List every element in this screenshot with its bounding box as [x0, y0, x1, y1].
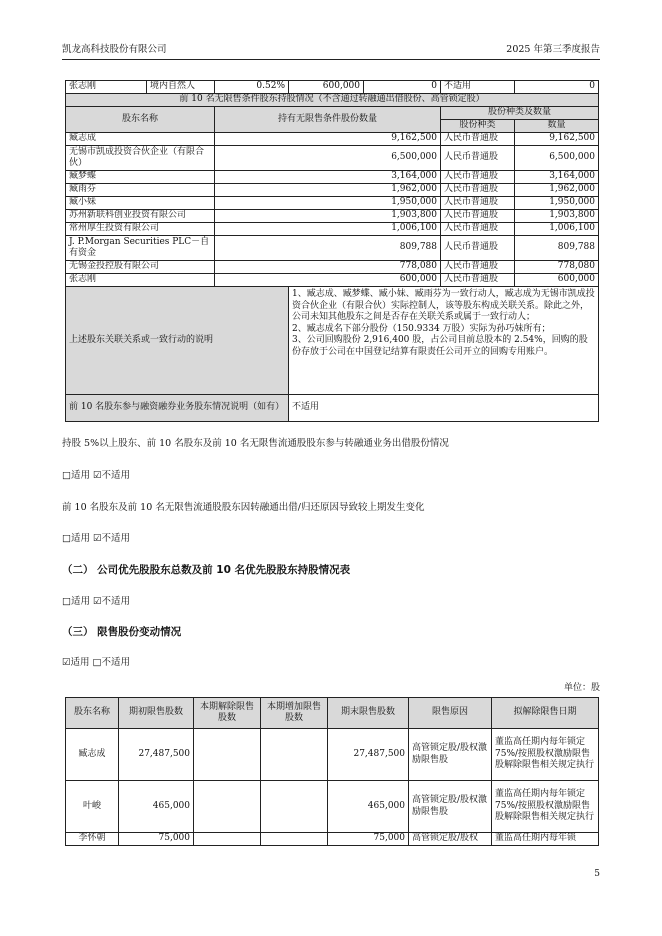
table-cell: 高管锁定股/股权激励限售股	[409, 729, 492, 781]
company-name: 凯龙高科技股份有限公司	[62, 44, 167, 55]
table-cell: 1,903,800	[515, 210, 599, 223]
table-cell: 1,950,000	[515, 197, 599, 210]
table-cell: 董监高任期内每年锁定 75%/按照股权激励限售股解除限售相关规定执行	[492, 729, 599, 781]
table-cell: 1,006,100	[515, 223, 599, 236]
table-cell: 苏州新联科创业投资有限公司	[66, 210, 215, 223]
page-header	[62, 44, 600, 60]
table-cell: 1,006,100	[215, 223, 441, 236]
table-cell: 75,000	[328, 833, 409, 846]
page-number: 5	[594, 869, 600, 879]
table-cell: 809,788	[215, 236, 441, 261]
table-cell: 1,962,000	[215, 184, 441, 197]
table-row	[66, 210, 599, 223]
table-row	[66, 223, 599, 236]
restricted-shares-table	[65, 697, 599, 846]
table-cell: 465,000	[328, 781, 409, 833]
paragraph-lending-change: 前 10 名股东及前 10 名无限售流通股股东因转融通出借/归还原因导致较上期发生变化	[62, 502, 425, 513]
table-cell: 600,000	[515, 274, 599, 287]
table-cell: 0	[515, 81, 599, 94]
table-cell: 809,788	[515, 236, 599, 261]
header-cell: 本期解除限售股数	[194, 698, 261, 729]
table-cell: 人民币普通股	[441, 223, 515, 236]
table-cell: 778,080	[515, 261, 599, 274]
table-cell	[261, 781, 328, 833]
table-cell: 人民币普通股	[441, 171, 515, 184]
table-cell: 无锡市凯成投资合伙企业（有限合伙）	[66, 146, 215, 171]
report-title: 2025 年第三季度报告	[506, 44, 600, 55]
table-cell	[194, 729, 261, 781]
table-cell: 9,162,500	[215, 133, 441, 146]
table-cell: 高管锁定股/股权激励限售股	[409, 781, 492, 833]
relation-text: 1、臧志成、臧梦蝶、臧小妹、臧雨芬为一致行动人，臧志成为无锡市凯成投资合伙企业（有限合伙）实际控制人，该等股东构成关联关系。除此之外，公司未知其他股东之间是否存在关联关系或属于一致行动人； 2、臧志成名下部分股份（150.9334 万股）实际为孙巧妹所有； 3、公司回购股份 2,916,400 股，占公司目前总股本的 2.54%，回购的股份存放于公司在中国登记结算有限责任公司开立的回购专用账户。	[289, 287, 599, 395]
header-cell: 本期增加限售股数	[261, 698, 328, 729]
table-cell: 0	[364, 81, 441, 94]
table-cell: 人民币普通股	[441, 146, 515, 171]
section-restricted-title: （三） 限售股份变动情况	[62, 626, 182, 638]
checkbox-line: ☑适用 □不适用	[62, 657, 131, 668]
table-header-row	[66, 107, 599, 120]
checkbox-line: □适用 ☑不适用	[62, 596, 131, 607]
table-cell: 6,500,000	[215, 146, 441, 171]
table-row	[66, 261, 599, 274]
table-cell: 465,000	[119, 781, 194, 833]
table-cell: 臧小妹	[66, 197, 215, 210]
table-cell: 人民币普通股	[441, 236, 515, 261]
relation-label: 上述股东关联关系或一致行动的说明	[66, 287, 289, 395]
table-cell: 不适用	[441, 81, 515, 94]
header-cell: 股份种类及数量	[441, 107, 599, 120]
table-cell: 人民币普通股	[441, 184, 515, 197]
table-row	[66, 729, 599, 781]
table-cell: 张志刚	[66, 81, 147, 94]
table-header-row	[66, 698, 599, 729]
table-cell: 常州厚生投资有限公司	[66, 223, 215, 236]
table-cell: 臧梦蝶	[66, 171, 215, 184]
table-cell: 境内自然人	[147, 81, 215, 94]
table-cell: 75,000	[119, 833, 194, 846]
table-row	[66, 236, 599, 261]
table-cell: 600,000	[215, 274, 441, 287]
table-row	[66, 81, 599, 94]
header-cell: 期初限售股数	[119, 698, 194, 729]
table-row	[66, 833, 599, 846]
table-cell: 1,903,800	[215, 210, 441, 223]
header-cell: 持有无限售条件股份数量	[215, 107, 441, 133]
table-row	[66, 94, 599, 107]
table-cell: 3,164,000	[215, 171, 441, 184]
table-cell: 6,500,000	[515, 146, 599, 171]
table-cell: 董监高任期内每年锁定 75%/按照股权激励限售股解除限售相关规定执行	[492, 781, 599, 833]
margin-label: 前 10 名股东参与融资融券业务股东情况说明（如有）	[66, 395, 289, 422]
table-cell: 无锡金投控股有限公司	[66, 261, 215, 274]
table-cell: 高管锁定股/股权	[409, 833, 492, 846]
header-cell: 拟解除限售日期	[492, 698, 599, 729]
table-cell	[261, 833, 328, 846]
table-row	[66, 133, 599, 146]
table-cell: 0.52%	[215, 81, 289, 94]
margin-value: 不适用	[289, 395, 599, 422]
section-preferred-title: （二） 公司优先股股东总数及前 10 名优先股股东持股情况表	[62, 564, 351, 576]
checkbox-line: □适用 ☑不适用	[62, 470, 131, 481]
table-cell: 27,487,500	[328, 729, 409, 781]
table-cell: 3,164,000	[515, 171, 599, 184]
table-cell: 778,080	[215, 261, 441, 274]
table-row	[66, 274, 599, 287]
paragraph-lending: 持股 5%以上股东、前 10 名股东及前 10 名无限售流通股股东参与转融通业务出借股份情况	[62, 438, 449, 449]
header-cell: 期末限售股数	[328, 698, 409, 729]
table-cell: 9,162,500	[515, 133, 599, 146]
table-cell: 人民币普通股	[441, 274, 515, 287]
table-cell: 人民币普通股	[441, 210, 515, 223]
table-cell: J. P.Morgan Securities PLC－自有资金	[66, 236, 215, 261]
table-cell: 人民币普通股	[441, 261, 515, 274]
table-cell	[194, 781, 261, 833]
table-cell: 叶峻	[66, 781, 119, 833]
table-cell: 臧志成	[66, 729, 119, 781]
header-cell: 股份种类	[441, 120, 515, 133]
unit-label: 单位：股	[563, 683, 600, 693]
header-cell: 限售原因	[409, 698, 492, 729]
table-cell	[261, 729, 328, 781]
table-row	[66, 171, 599, 184]
checkbox-line: □适用 ☑不适用	[62, 533, 131, 544]
table-row	[66, 781, 599, 833]
table-cell: 臧志成	[66, 133, 215, 146]
section-title-cell: 前 10 名无限售条件股东持股情况（不含通过转融通出借股份、高管锁定股）	[66, 94, 599, 107]
table-cell: 董监高任期内每年锁	[492, 833, 599, 846]
table-cell: 1,950,000	[215, 197, 441, 210]
table-cell: 人民币普通股	[441, 133, 515, 146]
table-cell: 27,487,500	[119, 729, 194, 781]
top10-shareholders-table	[65, 80, 599, 422]
table-cell	[194, 833, 261, 846]
table-row	[66, 287, 599, 395]
table-row	[66, 184, 599, 197]
table-cell: 1,962,000	[515, 184, 599, 197]
table-cell: 张志刚	[66, 274, 215, 287]
table-row	[66, 197, 599, 210]
table-cell: 600,000	[289, 81, 364, 94]
table-row	[66, 146, 599, 171]
header-cell: 股东名称	[66, 107, 215, 133]
table-cell: 人民币普通股	[441, 197, 515, 210]
table-cell: 李怀朝	[66, 833, 119, 846]
header-cell: 股东名称	[66, 698, 119, 729]
table-row	[66, 395, 599, 422]
table-cell: 臧雨芬	[66, 184, 215, 197]
header-cell: 数量	[515, 120, 599, 133]
